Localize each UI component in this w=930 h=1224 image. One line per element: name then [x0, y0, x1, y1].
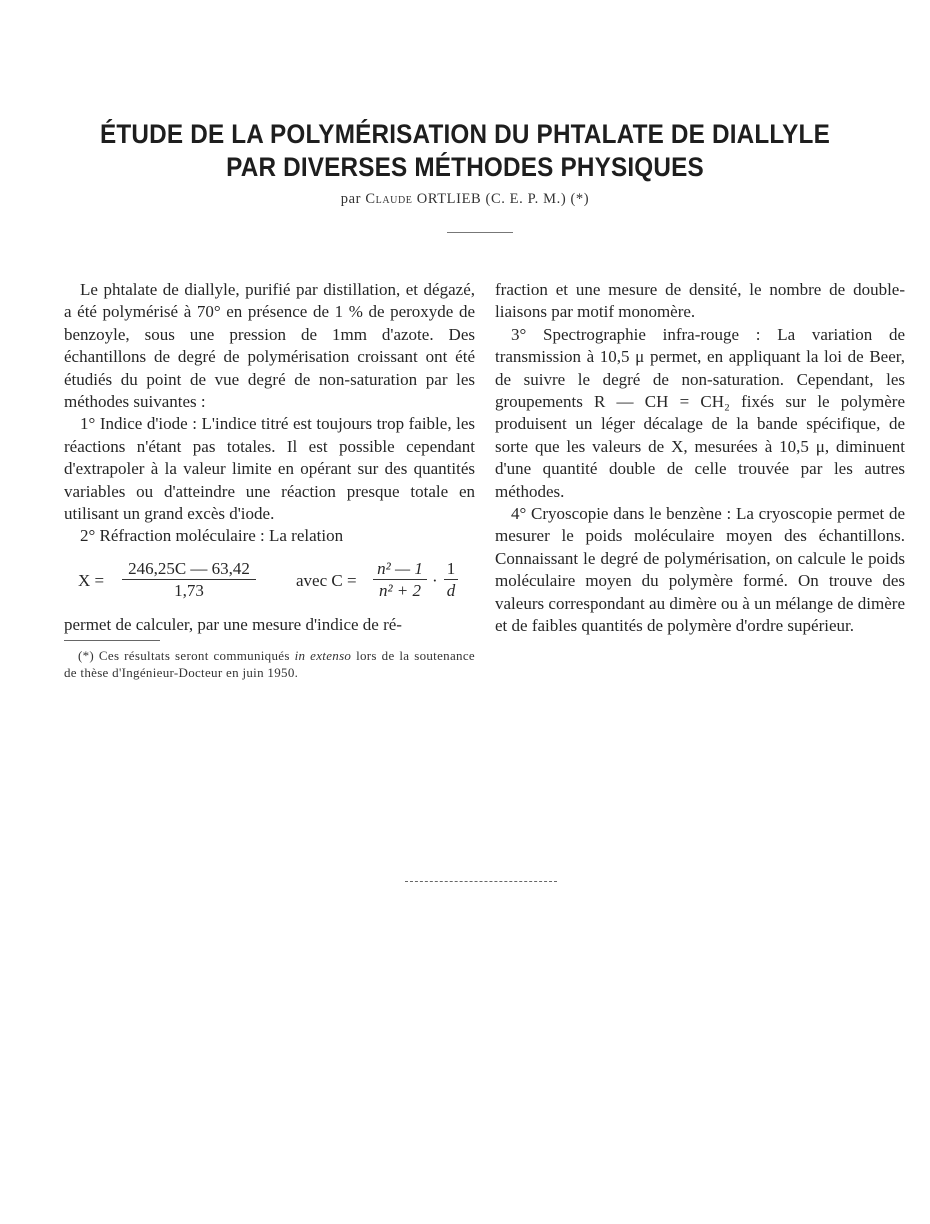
iodine-index-paragraph: 1° Indice d'iode : L'indice titré est toujours trop faible, les réactions n'étant pas totales. Il est possible cependant d'extrapoler à la valeur limite en opérant sur des quantités variables ou d'atteindre une réaction presque totale en utilisant un grand excès d'iode. — [64, 414, 475, 524]
infrared-paragraph: 3° Spectrographie infra-rouge : La variation de transmission à 10,5 μ permet, en appliquant la loi de Beer, de suivre le degré de non-saturation. Cependant, les groupements R — CH = CH₂ fixés sur le polymère produisent un léger décalage de la bande spécifique, de sorte que les valeurs de X, mesurées à 10,5 μ, diminuent d'une quantité double de celle trouvée par les autres méthodes. — [495, 324, 905, 501]
fraction-1-denominator: 1,73 — [174, 580, 204, 600]
article-title — [47, 118, 884, 184]
title-line-2: PAR DIVERSES MÉTHODES PHYSIQUES — [226, 152, 704, 182]
fraction-3-denominator: d — [446, 580, 456, 600]
fraction-3-numerator: 1 — [444, 558, 458, 580]
byline — [0, 191, 930, 208]
byline-prefix: par — [340, 191, 362, 207]
formula-fraction-1 — [122, 558, 256, 601]
formula-fraction-3 — [444, 558, 458, 601]
formula-avec: avec C = — [296, 570, 357, 590]
formula-lhs: X = — [78, 570, 105, 590]
formula-multiply-dot: · — [432, 570, 438, 590]
fraction-2-numerator: n² — 1 — [373, 558, 427, 580]
author-surname: ORTLIEB — [416, 191, 482, 207]
left-column — [64, 279, 475, 681]
fraction-1-numerator: 246,25C — 63,42 — [122, 558, 256, 580]
right-column — [495, 279, 905, 638]
footnote-italic: in extenso — [294, 648, 352, 664]
end-separator — [405, 881, 557, 882]
cryoscopy-paragraph: 4° Cryoscopie dans le benzène : La cryoscopie permet de mesurer le poids moléculaire moyen des échantillons. Connaissant le degré de polymérisation, on calcule le poids moléculaire moyen du polymère formé. On trouve des valeurs correspondant au dimère ou à un mélange de dimère et de faibles quantités de polymère d'ordre supérieur. — [495, 504, 905, 636]
author-first-name: Claude — [365, 191, 413, 207]
refraction-paragraph: 2° Réfraction moléculaire : La relation — [80, 526, 344, 546]
title-separator — [447, 232, 513, 233]
affiliation: (C. E. P. M.) (*) — [485, 191, 590, 207]
footnote-rule — [64, 640, 160, 641]
formula-fraction-2 — [373, 558, 427, 601]
footnote — [64, 647, 475, 681]
footnote-end: lors de la soutenance de thèse d'Ingénieur-Docteur en juin 1950. — [64, 648, 475, 681]
refraction-conclusion: fraction et une mesure de densité, le nombre de double-liaisons par motif monomère. — [495, 280, 905, 322]
footnote-text: (*) Ces résultats seront communiqués — [78, 648, 290, 664]
title-line-1: ÉTUDE DE LA POLYMÉRISATION DU PHTALATE DE DIALLYLE — [100, 119, 830, 149]
intro-paragraph: Le phtalate de diallyle, purifié par distillation, et dégazé, a été polymérisé à 70° en présence de 1 % de peroxyde de benzoyle, sous une pression de 1mm d'azote. Des échantillons de degré de polymérisation croissant ont été étudiés du point de vue degré de non-saturation par les méthodes suivantes : — [64, 280, 475, 412]
refraction-formula — [64, 552, 475, 612]
refraction-continuation: permet de calculer, par une mesure d'indice de ré- — [64, 614, 402, 634]
fraction-2-denominator: n² + 2 — [378, 580, 422, 600]
